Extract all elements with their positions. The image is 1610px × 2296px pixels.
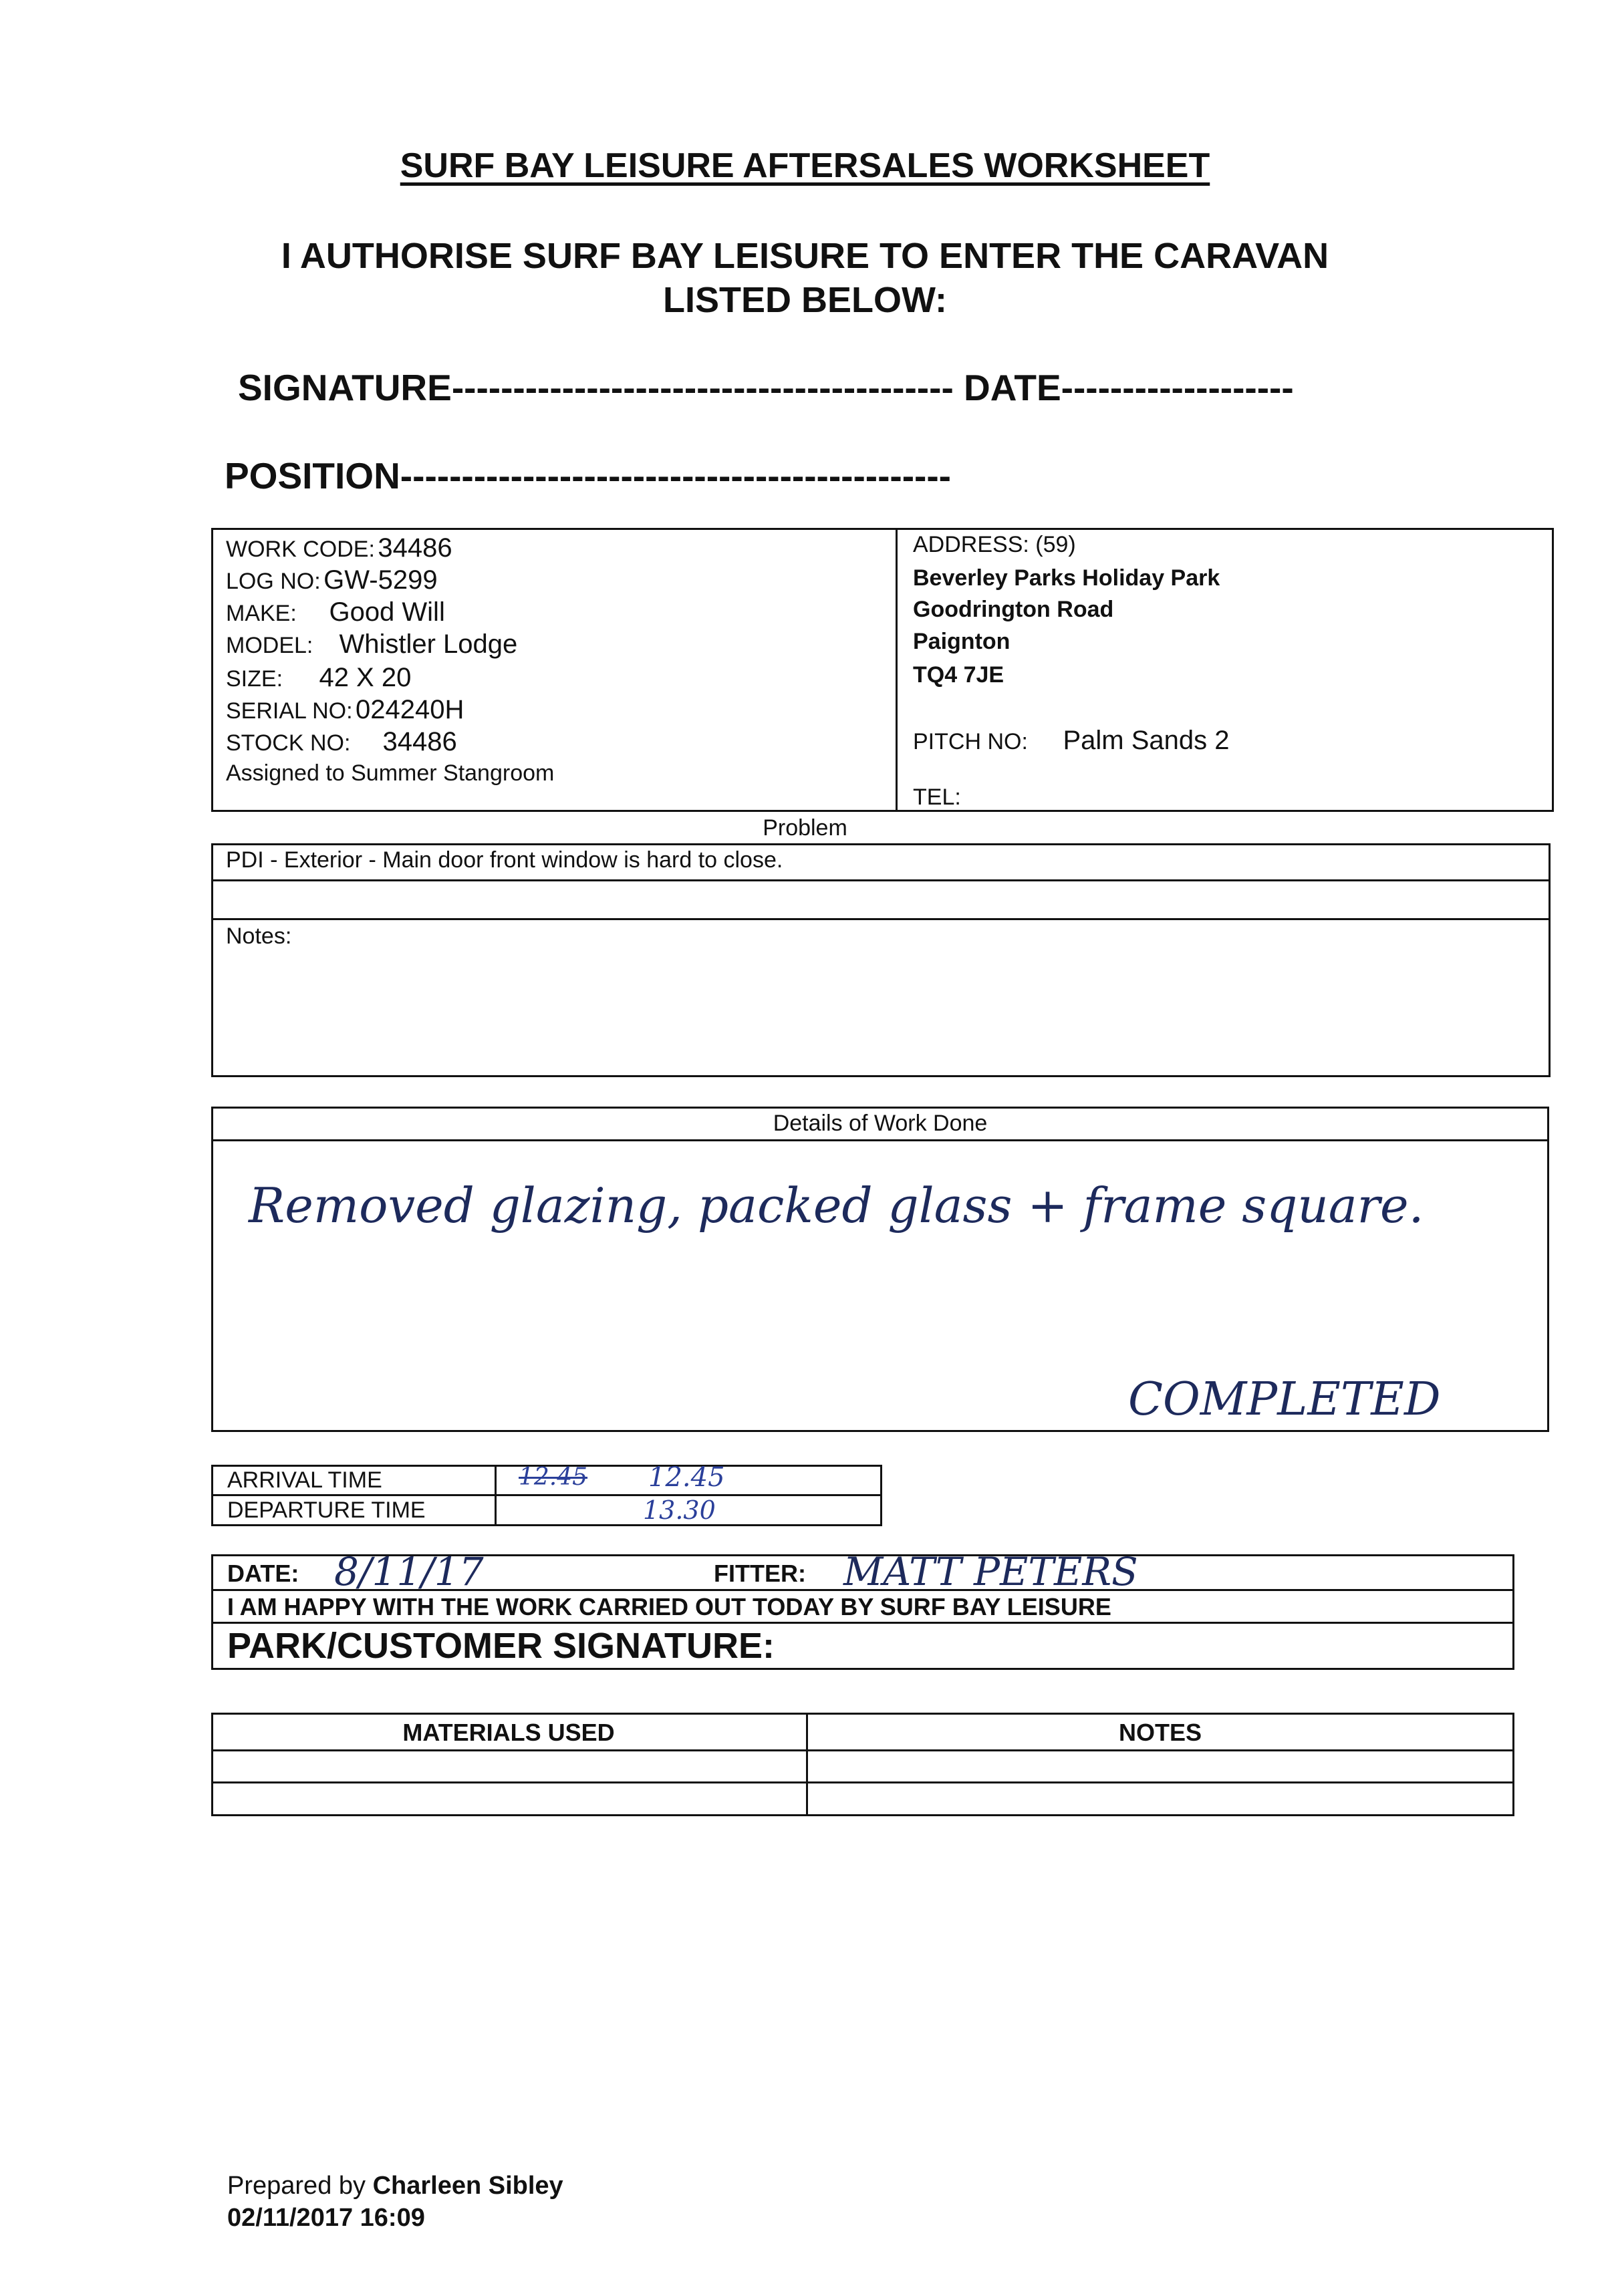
size-row	[226, 663, 411, 693]
assigned-to: Assigned to Summer Stangroom	[226, 760, 555, 786]
pitch-row	[913, 726, 1229, 756]
completed-handwriting: COMPLETED	[1128, 1373, 1441, 1426]
model-row	[226, 629, 517, 660]
fitter-name: MATT PETERS	[843, 1549, 1138, 1594]
prepared-date: 02/11/2017 16:09	[227, 2204, 425, 2232]
address-label: ADDRESS: (59)	[913, 532, 1076, 557]
log-no-row	[226, 565, 438, 595]
stock-label: STOCK NO:	[226, 730, 351, 756]
pitch-value: Palm Sands 2	[1063, 726, 1230, 755]
happy-statement: I AM HAPPY WITH THE WORK CARRIED OUT TODAY BY SURF BAY LEISURE	[227, 1593, 1111, 1620]
work-code-label: WORK CODE:	[226, 537, 375, 562]
signature-date-line: SIGNATURE----------------------------------------- DATE-------------------	[238, 367, 1294, 408]
authorisation-line-2: LISTED BELOW:	[663, 280, 947, 320]
work-done-divider	[211, 1139, 1549, 1141]
signoff-date-label: DATE:	[227, 1560, 299, 1587]
arrival-time-label: ARRIVAL TIME	[227, 1467, 382, 1493]
work-code-row	[226, 533, 452, 563]
problem-box	[211, 843, 1551, 1077]
stock-value: 34486	[382, 727, 457, 756]
departure-time-value: 13.30	[643, 1495, 716, 1525]
page-title: SURF BAY LEISURE AFTERSALES WORKSHEET	[400, 146, 1210, 185]
position-line: POSITION---------------------------------------------	[225, 455, 952, 496]
make-row	[226, 597, 445, 627]
tel-label: TEL:	[913, 784, 961, 810]
address-postcode: TQ4 7JE	[913, 662, 1004, 688]
work-done-handwriting: Removed glazing, packed glass + frame square.	[249, 1177, 1424, 1234]
signoff-date-value: 8/11/17	[334, 1549, 484, 1594]
prepared-by-label: Prepared by	[227, 2172, 366, 2200]
serial-label: SERIAL NO:	[226, 698, 353, 724]
serial-row	[226, 695, 464, 725]
prepared-by	[227, 2172, 563, 2200]
materials-used-header: MATERIALS USED	[402, 1719, 615, 1746]
size-label: SIZE:	[226, 666, 283, 692]
address-line-1: Beverley Parks Holiday Park	[913, 565, 1220, 591]
authorisation-line-1: I AUTHORISE SURF BAY LEISURE TO ENTER THE CARAVAN	[281, 236, 1329, 276]
address-line-2: Goodrington Road	[913, 597, 1114, 622]
make-label: MAKE:	[226, 601, 297, 626]
address-line-3: Paignton	[913, 629, 1011, 654]
times-divider-horizontal	[211, 1494, 882, 1496]
authorisation-statement	[0, 234, 1610, 322]
log-no-label: LOG NO:	[226, 569, 321, 594]
model-label: MODEL:	[226, 633, 313, 658]
arrival-time-value: 12.45	[648, 1462, 725, 1493]
departure-time-label: DEPARTURE TIME	[227, 1497, 426, 1523]
make-value: Good Will	[329, 597, 445, 627]
signoff-divider-2	[211, 1622, 1514, 1624]
work-code-value: 34486	[378, 533, 452, 563]
work-done-heading: Details of Work Done	[773, 1111, 988, 1136]
pitch-label: PITCH NO:	[913, 729, 1028, 754]
size-value: 42 X 20	[319, 663, 412, 692]
notes-label: Notes:	[226, 923, 292, 949]
problem-divider-2	[211, 918, 1551, 920]
problem-heading: Problem	[763, 815, 847, 841]
fitter-label: FITTER:	[714, 1560, 806, 1587]
problem-divider-1	[211, 879, 1551, 881]
prepared-by-name: Charleen Sibley	[372, 2172, 563, 2200]
log-no-value: GW-5299	[323, 565, 438, 595]
arrival-time-struck: 12.45	[519, 1463, 588, 1491]
materials-row-divider-2	[211, 1781, 1514, 1783]
notes-header: NOTES	[1118, 1719, 1202, 1746]
model-value: Whistler Lodge	[339, 629, 518, 659]
customer-signature-label: PARK/CUSTOMER SIGNATURE:	[227, 1626, 775, 1666]
serial-value: 024240H	[356, 695, 464, 724]
problem-text: PDI - Exterior - Main door front window is hard to close.	[226, 847, 783, 873]
materials-row-divider-1	[211, 1749, 1514, 1751]
caravan-box-divider	[896, 528, 898, 812]
stock-row	[226, 727, 457, 757]
